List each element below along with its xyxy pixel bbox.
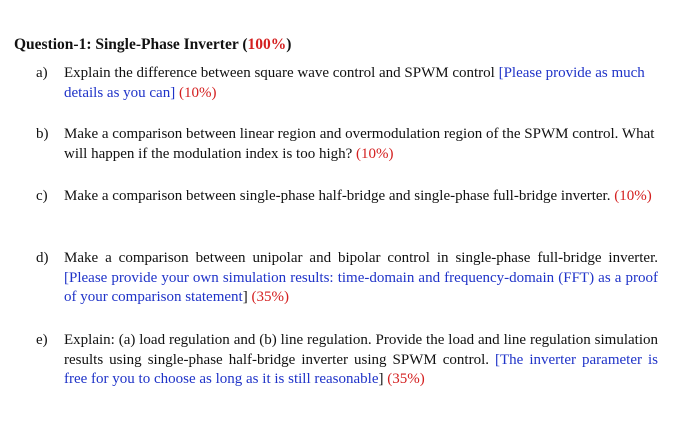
item-marker: b) xyxy=(36,126,49,142)
item-text: Make a comparison between single-phase half-bridge and single-phase full-bridge inverter. xyxy=(64,188,615,204)
item-marker: a) xyxy=(36,65,48,81)
item-text: Make a comparison between unipolar and bipolar control in single-phase full-bridge inverter. xyxy=(64,250,658,266)
item-percent: (10%) xyxy=(356,145,394,162)
question-item-d xyxy=(36,249,658,308)
question-item-a xyxy=(36,64,658,103)
question-item-e xyxy=(36,331,658,390)
question-title-close: ) xyxy=(286,36,292,53)
question-title-text: Question-1: Single-Phase Inverter ( xyxy=(14,36,248,53)
item-percent: (10%) xyxy=(614,188,652,204)
item-close-bracket: ] xyxy=(242,289,252,305)
item-note: [Please provide your own simulation results: time-domain and frequency-domain (FFT) as a proof of your comparison statement xyxy=(64,269,658,305)
item-text: Make a comparison between linear region and overmodulation region of the SPWM control. What will happen if the modulation index is too high? xyxy=(64,126,655,162)
item-body xyxy=(64,125,658,164)
item-marker: e) xyxy=(36,332,48,348)
question-item-c xyxy=(36,187,658,207)
item-note: [The inverter parameter is free for you to choose as long as it is still reasonable xyxy=(64,351,658,387)
item-body xyxy=(64,249,658,308)
item-percent: (35%) xyxy=(251,289,289,305)
item-text: Explain: (a) load regulation and (b) line regulation. Provide the load and line regulation simulation results using single-phase half-bridge inverter using SPWM control. xyxy=(64,332,658,368)
item-body xyxy=(64,331,658,390)
item-percent: (10%) xyxy=(178,84,217,101)
question-title xyxy=(14,36,291,54)
item-marker: c) xyxy=(36,188,48,204)
question-title-percent: 100% xyxy=(247,36,287,53)
question-item-b xyxy=(36,125,658,164)
item-percent: (35%) xyxy=(387,371,425,387)
item-body xyxy=(64,64,658,103)
item-close-bracket: ] xyxy=(378,371,388,387)
item-note: [Please provide as much details as you can] xyxy=(64,65,645,101)
item-body xyxy=(64,187,658,207)
item-text: Explain the difference between square wave control and SPWM control xyxy=(64,65,499,81)
item-marker: d) xyxy=(36,250,49,266)
